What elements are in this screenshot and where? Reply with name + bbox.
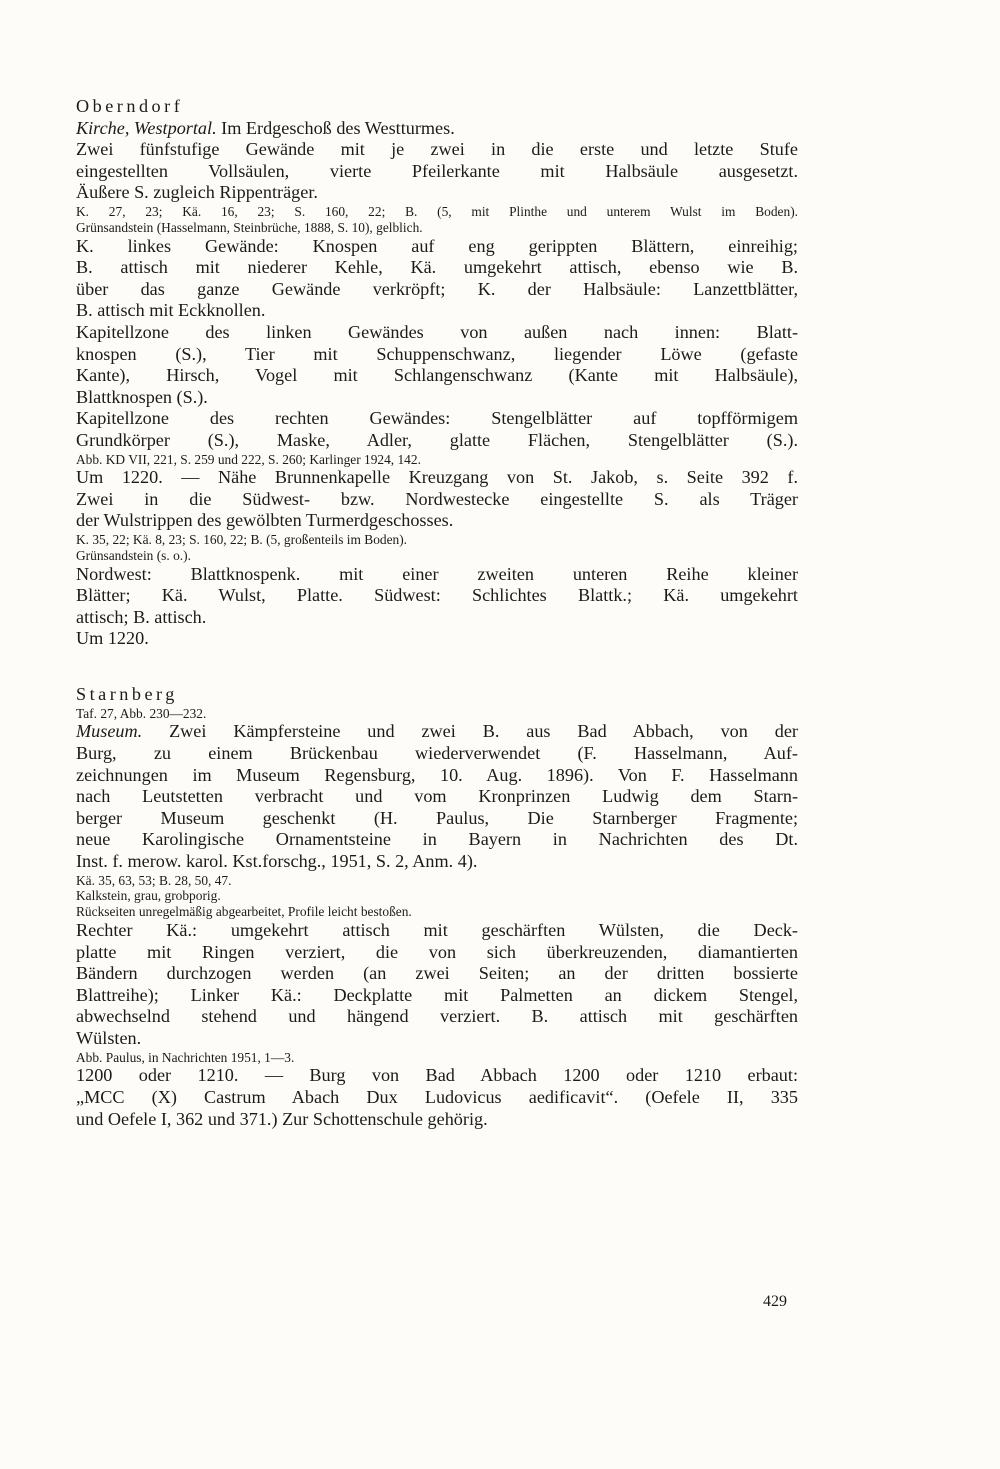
text-line — [76, 920, 798, 942]
line-text: Rückseiten unregelmäßig abgearbeitet, Profile leicht bestoßen. — [76, 904, 412, 920]
line-text: K. 27, 23; Kä. 16, 23; S. 160, 22; B. (5, mit Plinthe und unterem Wulst im Boden). — [76, 203, 798, 219]
section-gap — [76, 650, 798, 684]
text-line — [76, 1065, 798, 1087]
line-text: Kapitellzone des linken Gewändes von außen nach innen: Blatt- — [76, 321, 798, 342]
text-line — [76, 963, 798, 985]
text-line — [76, 161, 798, 183]
line-text: Grundkörper (S.), Maske, Adler, glatte Flächen, Stengelblätter (S.). — [76, 429, 798, 450]
line-text: Abb. KD VII, 221, S. 259 und 222, S. 260; Karlinger 1924, 142. — [76, 451, 421, 467]
text-line — [76, 743, 798, 765]
text-line — [76, 430, 798, 452]
line-text: Kä. 35, 63, 53; B. 28, 50, 47. — [76, 872, 232, 888]
line-text: Kapitellzone des rechten Gewändes: Stengelblätter auf topfförmigem — [76, 408, 798, 429]
text-line — [76, 851, 798, 873]
text-line — [76, 139, 798, 161]
text-line — [76, 300, 798, 322]
reference-line — [76, 888, 798, 904]
line-text: über das ganze Gewände verkröpft; K. der Halbsäule: Lanzettblätter, — [76, 278, 798, 299]
line-text: Nordwest: Blattknospenk. mit einer zweiten unteren Reihe kleiner — [76, 563, 798, 584]
text-line — [76, 829, 798, 851]
line-text: Taf. 27, Abb. 230—232. — [76, 705, 207, 721]
text-line — [76, 786, 798, 808]
text-line — [76, 1006, 798, 1028]
line-text: B. attisch mit Eckknollen. — [76, 300, 266, 321]
reference-line — [76, 452, 798, 468]
text-line — [76, 365, 798, 387]
line-text: Im Erdgeschoß des Westturmes. — [216, 117, 455, 138]
line-text: platte mit Ringen verziert, die von sich überkreuzenden, diamantierten — [76, 941, 798, 962]
line-text: der Wulstrippen des gewölbten Turmerdgeschosses. — [76, 510, 454, 531]
text-line — [76, 279, 798, 301]
line-text: eingestellten Vollsäulen, vierte Pfeilerkante mit Halbsäule ausgesetzt. — [76, 160, 798, 181]
reference-line — [76, 1050, 798, 1066]
line-text: Kante), Hirsch, Vogel mit Schlangenschwanz (Kante mit Halbsäule), — [76, 365, 798, 386]
text-line — [76, 257, 798, 279]
text-line — [76, 1028, 798, 1050]
reference-line — [76, 706, 798, 722]
line-text: nach Leutstetten verbracht und vom Kronprinzen Ludwig dem Starn- — [76, 786, 798, 807]
line-text: neue Karolingische Ornamentsteine in Bayern in Nachrichten des Dt. — [76, 829, 798, 850]
line-text: Blätter; Kä. Wulst, Platte. Südwest: Schlichtes Blattk.; Kä. umgekehrt — [76, 585, 798, 606]
line-text: Wülsten. — [76, 1027, 142, 1048]
line-text: Äußere S. zugleich Rippenträger. — [76, 182, 318, 203]
line-text: B. attisch mit niederer Kehle, Kä. umgekehrt attisch, ebenso wie B. — [76, 257, 798, 278]
text-line — [76, 236, 798, 258]
text-line — [76, 467, 798, 489]
italic-lead: Kirche, Westportal. — [76, 117, 217, 138]
line-text: zeichnungen im Museum Regensburg, 10. Aug. 1896). Von F. Hasselmann — [76, 764, 798, 785]
text-line — [76, 344, 798, 366]
line-text: Grünsandstein (Hasselmann, Steinbrüche, 1888, S. 10), gelblich. — [76, 219, 423, 235]
text-line — [76, 585, 798, 607]
section-heading: Starnberg — [76, 684, 178, 705]
reference-line — [76, 904, 798, 920]
line-text: Um 1220. — [76, 628, 149, 649]
line-text: abwechselnd stehend und hängend verziert. B. attisch mit geschärften — [76, 1006, 798, 1027]
text-line — [76, 182, 798, 204]
line-text: Grünsandstein (s. o.). — [76, 547, 191, 563]
text-column — [76, 96, 798, 1130]
text-line — [76, 628, 798, 650]
italic-lead: Museum. — [76, 721, 143, 742]
line-text: Abb. Paulus, in Nachrichten 1951, 1—3. — [76, 1049, 295, 1065]
reference-line — [76, 204, 798, 220]
text-line — [76, 607, 798, 629]
text-line — [76, 387, 798, 409]
text-line — [76, 564, 798, 586]
text-line — [76, 489, 798, 511]
reference-line — [76, 220, 798, 236]
line-text: Zwei Kämpfersteine und zwei B. aus Bad Abbach, von der — [142, 721, 798, 742]
line-text: und Oefele I, 362 und 371.) Zur Schottenschule gehörig. — [76, 1108, 488, 1129]
line-text: „MCC (X) Castrum Abach Dux Ludovicus aedificavit“. (Oefele II, 335 — [76, 1086, 798, 1107]
line-text: Zwei in die Südwest- bzw. Nordwestecke eingestellte S. als Träger — [76, 488, 798, 509]
text-line — [76, 510, 798, 532]
text-line — [76, 765, 798, 787]
text-line — [76, 942, 798, 964]
line-text: Zwei fünfstufige Gewände mit je zwei in die erste und letzte Stufe — [76, 139, 798, 160]
text-line — [76, 1087, 798, 1109]
reference-line — [76, 532, 798, 548]
line-text: Blattreihe); Linker Kä.: Deckplatte mit Palmetten an dickem Stengel, — [76, 984, 798, 1005]
line-text: K. linkes Gewände: Knospen auf eng gerippten Blättern, einreihig; — [76, 235, 798, 256]
line-text: Kalkstein, grau, grobporig. — [76, 888, 221, 904]
line-text: Bändern durchzogen werden (an zwei Seiten; an der dritten bossierte — [76, 963, 798, 984]
line-text: attisch; B. attisch. — [76, 606, 207, 627]
text-line — [76, 118, 798, 140]
line-text: Inst. f. merow. karol. Kst.forschg., 1951, S. 2, Anm. 4). — [76, 851, 478, 871]
line-text: 1200 oder 1210. — Burg von Bad Abbach 1200 oder 1210 erbaut: — [76, 1065, 798, 1086]
text-line — [76, 1109, 798, 1131]
line-text: Burg, zu einem Brückenbau wiederverwendet (F. Hasselmann, Auf- — [76, 743, 798, 764]
text-line — [76, 322, 798, 344]
reference-line — [76, 873, 798, 889]
line-text: berger Museum geschenkt (H. Paulus, Die Starnberger Fragmente; — [76, 807, 798, 828]
line-text: Um 1220. — Nähe Brunnenkapelle Kreuzgang von St. Jakob, s. Seite 392 f. — [76, 467, 798, 488]
text-line — [76, 408, 798, 430]
section-heading: Oberndorf — [76, 96, 184, 116]
text-line — [76, 721, 798, 743]
page-number: 429 — [763, 1293, 787, 1310]
line-text: knospen (S.), Tier mit Schuppenschwanz, liegender Löwe (gefaste — [76, 343, 798, 364]
text-line — [76, 985, 798, 1007]
line-text: Blattknospen (S.). — [76, 386, 208, 407]
line-text: Rechter Kä.: umgekehrt attisch mit geschärften Wülsten, die Deck- — [76, 919, 798, 940]
text-line — [76, 808, 798, 830]
line-text: K. 35, 22; Kä. 8, 23; S. 160, 22; B. (5, großenteils im Boden). — [76, 532, 408, 548]
reference-line — [76, 548, 798, 564]
